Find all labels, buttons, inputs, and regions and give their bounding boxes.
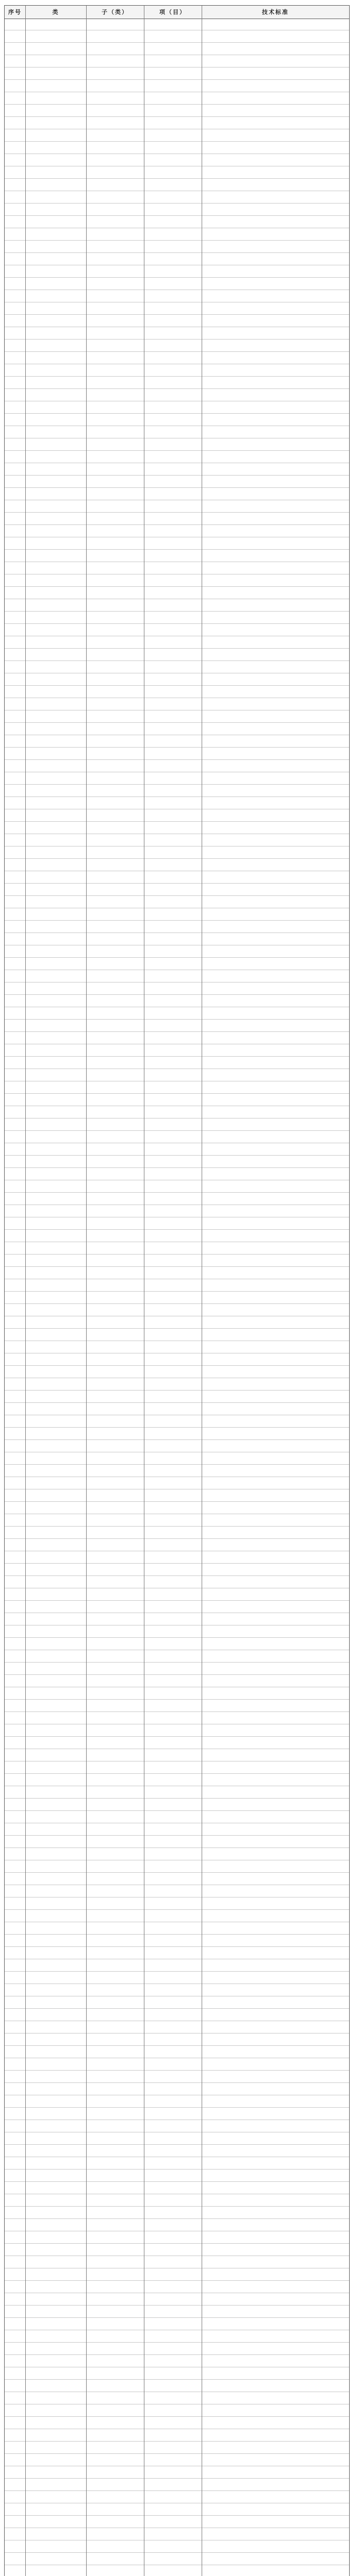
header-subcategory: 子（类） xyxy=(102,9,128,15)
header-seq: 序号 xyxy=(8,9,22,15)
data-table xyxy=(4,5,350,2576)
table-header-row xyxy=(5,6,349,19)
table-body xyxy=(5,19,349,2576)
header-note: 技术标准 xyxy=(262,9,289,15)
header-item: 项（目） xyxy=(159,9,186,15)
header-category: 类 xyxy=(52,9,59,15)
